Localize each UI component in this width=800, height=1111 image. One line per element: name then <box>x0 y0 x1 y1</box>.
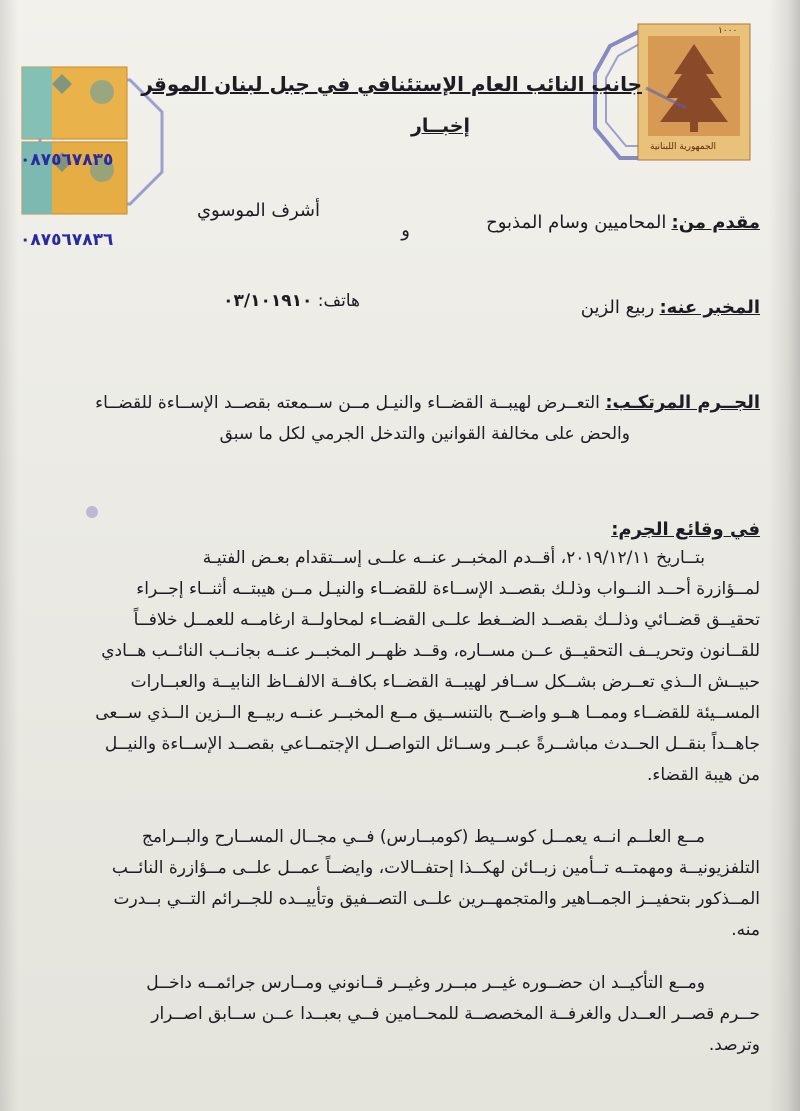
facts-heading: في وقائع الجرم: <box>611 519 760 540</box>
p1-line-3: تحقيــق قضــائي وذلــك بقصــد الضــغط علــى القضــاء لمحاولــة ارغامــه للعمــل خلافــاً <box>133 610 760 630</box>
accused-label: المخبر عنه: <box>659 297 760 318</box>
phone-row <box>223 291 360 311</box>
stamp-number-bottom: ٠٨٧٥٦٧٨٣٦ <box>20 230 114 250</box>
p3-line-1: ومــع التأكيــد ان حضــوره غيــر مبــرر وغيــر قــانوني ومــارس جرائمــه داخــل <box>146 973 705 993</box>
revenue-stamp-value: ١٠٠٠ <box>718 26 738 36</box>
p2-line-1: مــع العلــم انــه يعمــل كوســيط (كومبــارس) فــي مجــال المســارح والبــرامج <box>141 827 705 847</box>
p1-line-2: لمــؤازرة أحــد النــواب وذلـك بقصــد الإســاءة للقضــاء والنيـل مــن هيبتــه أثنــاء إجــراء <box>136 579 760 599</box>
submitted-by-row <box>486 212 760 233</box>
conjunction-and: و <box>401 220 410 241</box>
crime-label: الجــرم المرتكـب: <box>605 392 760 413</box>
p2-line-3: المــذكور بتحفيــز الجمــاهير والمتجمهــرين علــى التصــفيق وتأييــده للجــرائم التــي بــدرت <box>113 889 760 909</box>
accused-row <box>581 297 760 318</box>
crime-line-2: والحض على مخالفة القوانين والتدخل الجرمي لكل ما سبق <box>219 424 630 444</box>
p3-line-2: حــرم قصــر العــدل والغرفــة المخصصــة للمحــامين فــي بعبــدا عــن ســابق اصــرار <box>151 1004 760 1024</box>
crime-line-1: التعــرض لهيبــة القضــاء والنيـل مــن ســمعته بقصــد الإســاءة للقضــاء <box>95 393 600 413</box>
phone-value: ٠٣/١٠١٩١٠ <box>223 291 313 311</box>
facts-paragraph-2 <box>35 822 760 946</box>
page-shadow-right <box>768 0 800 1111</box>
document-title: جانب النائب العام الإستئنافي في جبل لبنان الموقر <box>141 72 642 96</box>
document-subtitle: إخبــار <box>410 115 470 137</box>
facts-paragraph-3 <box>35 968 760 1061</box>
revenue-stamp-caption: الجمهورية اللبنانية <box>650 142 717 152</box>
p1-line-1: بتــاريخ ٢٠١٩/١٢/١١، أقــدم المخبــر عنــه علــى إســتقدام بعـض الفتيـة <box>202 548 705 568</box>
p1-line-5: حبيــش الــذي تعــرض بشــكل ســافر لهيبــة القضــاء بكافــة الالفــاظ النابيــة والعبــارات <box>130 672 760 692</box>
p1-line-8: من هيبة القضاء. <box>646 765 760 785</box>
p3-line-3: وترصد. <box>708 1035 760 1055</box>
ink-blot <box>86 506 98 518</box>
fiscal-stamps-left <box>12 62 130 250</box>
crime-row <box>95 392 760 413</box>
accused-value: ربيع الزين <box>580 297 655 318</box>
stamp-number-top: ٠٨٧٥٦٧٨٣٥ <box>20 150 114 170</box>
submitted-by-label: مقدم من: <box>671 212 760 233</box>
p1-line-4: للقــانون وتحريــف التحقيــق عــن مســاره، وقــد ظهــر المخبــر عنــه بجانــب النائــب هــادي <box>101 641 760 661</box>
p1-line-7: جاهــداً بنقــل الحــدث مباشــرةً عبــر وســائل التواصــل الإجتمــاعي بقصــد الإســاءة والنيــل <box>104 734 760 754</box>
p1-line-6: المســيئة للقضــاء وممــا هــو واضــح بالتنســيق مــع المخبــر عنــه ربيــع الــزين الــذي ســعى <box>95 703 760 723</box>
submitted-by-value: المحاميين وسام المذبوح <box>486 212 667 233</box>
second-lawyer-name: أشرف الموسوي <box>196 200 320 221</box>
p2-line-2: التلفزيونيــة ومهمتــه تــأمين زبــائن لهكــذا إحتفــالات، وايضــاً عمــل علــى مــؤازرة النائــب <box>111 858 760 878</box>
p2-line-4: منه. <box>731 920 760 940</box>
phone-label: هاتف: <box>317 291 360 311</box>
facts-paragraph-1 <box>35 543 760 791</box>
